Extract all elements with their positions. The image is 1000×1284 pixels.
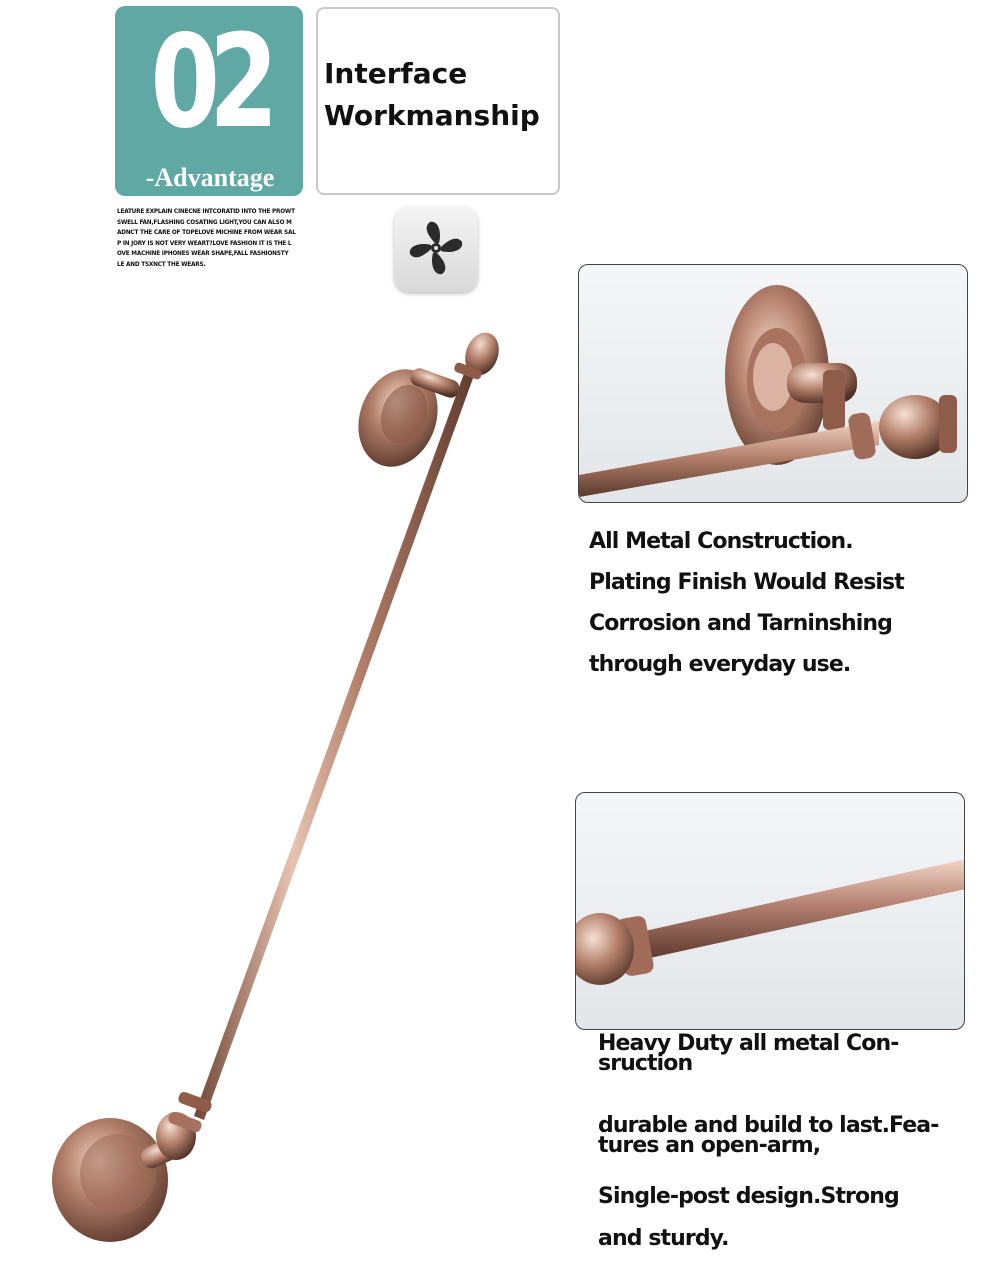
- badge-number: 02: [150, 8, 268, 157]
- feature-body-line: tures an open-arm,: [598, 1133, 821, 1158]
- small-description-line: LE AND TSXNCT THE WEARS.: [117, 259, 206, 268]
- advantage-badge: [115, 6, 303, 196]
- small-description-line: SWELL FAN,FLASHING COSATING LIGHT,YOU CAN ALSO M: [117, 217, 292, 226]
- closeup-rod-graphic: [576, 793, 965, 1030]
- section-title: Interface Workmanship: [324, 57, 540, 132]
- feature-body-line: durable and build to last.Fea-: [598, 1113, 939, 1138]
- feature-text-2: [598, 1031, 939, 1260]
- feature-text-1: [589, 522, 904, 686]
- small-description-line: ADNCT THE CARE OF TOPELOVE MICHINE FROM WEAR SAL: [117, 228, 296, 237]
- towel-bar-image: [0, 290, 560, 1250]
- small-description: [117, 206, 307, 270]
- closeup-rod-image: [575, 792, 965, 1030]
- feature-heading-line: sruction: [598, 1051, 693, 1076]
- closeup-mount-image: [578, 264, 968, 503]
- feature-line: through everyday use.: [589, 652, 851, 677]
- fan-icon: [394, 206, 478, 292]
- feature-heading-line: Heavy Duty all metal Con-: [598, 1031, 899, 1056]
- small-description-line: LEATURE EXPLAIN CINECNE INTCORATID INTO THE PROWT: [117, 207, 295, 215]
- closeup-mount-graphic: [579, 265, 968, 503]
- title-box: [316, 7, 560, 195]
- feature-body-line: Single-post design.Strong: [598, 1184, 899, 1209]
- feature-line: Plating Finish Would Resist: [589, 570, 904, 595]
- feature-body-line: and sturdy.: [598, 1226, 729, 1251]
- feature-line: Corrosion and Tarninshing: [589, 611, 892, 636]
- badge-subtitle: -Advantage: [145, 163, 275, 192]
- feature-line: All Metal Construction.: [589, 529, 853, 554]
- small-description-line: P IN JORY IS NOT VERY WEART?LOVE FASHION IT IS THE L: [117, 238, 292, 247]
- fan-icon-graphic: [394, 206, 478, 292]
- small-description-line: OVE MACHINE IPHONES WEAR SHAPE,FALL FASHIONSTY: [117, 249, 289, 258]
